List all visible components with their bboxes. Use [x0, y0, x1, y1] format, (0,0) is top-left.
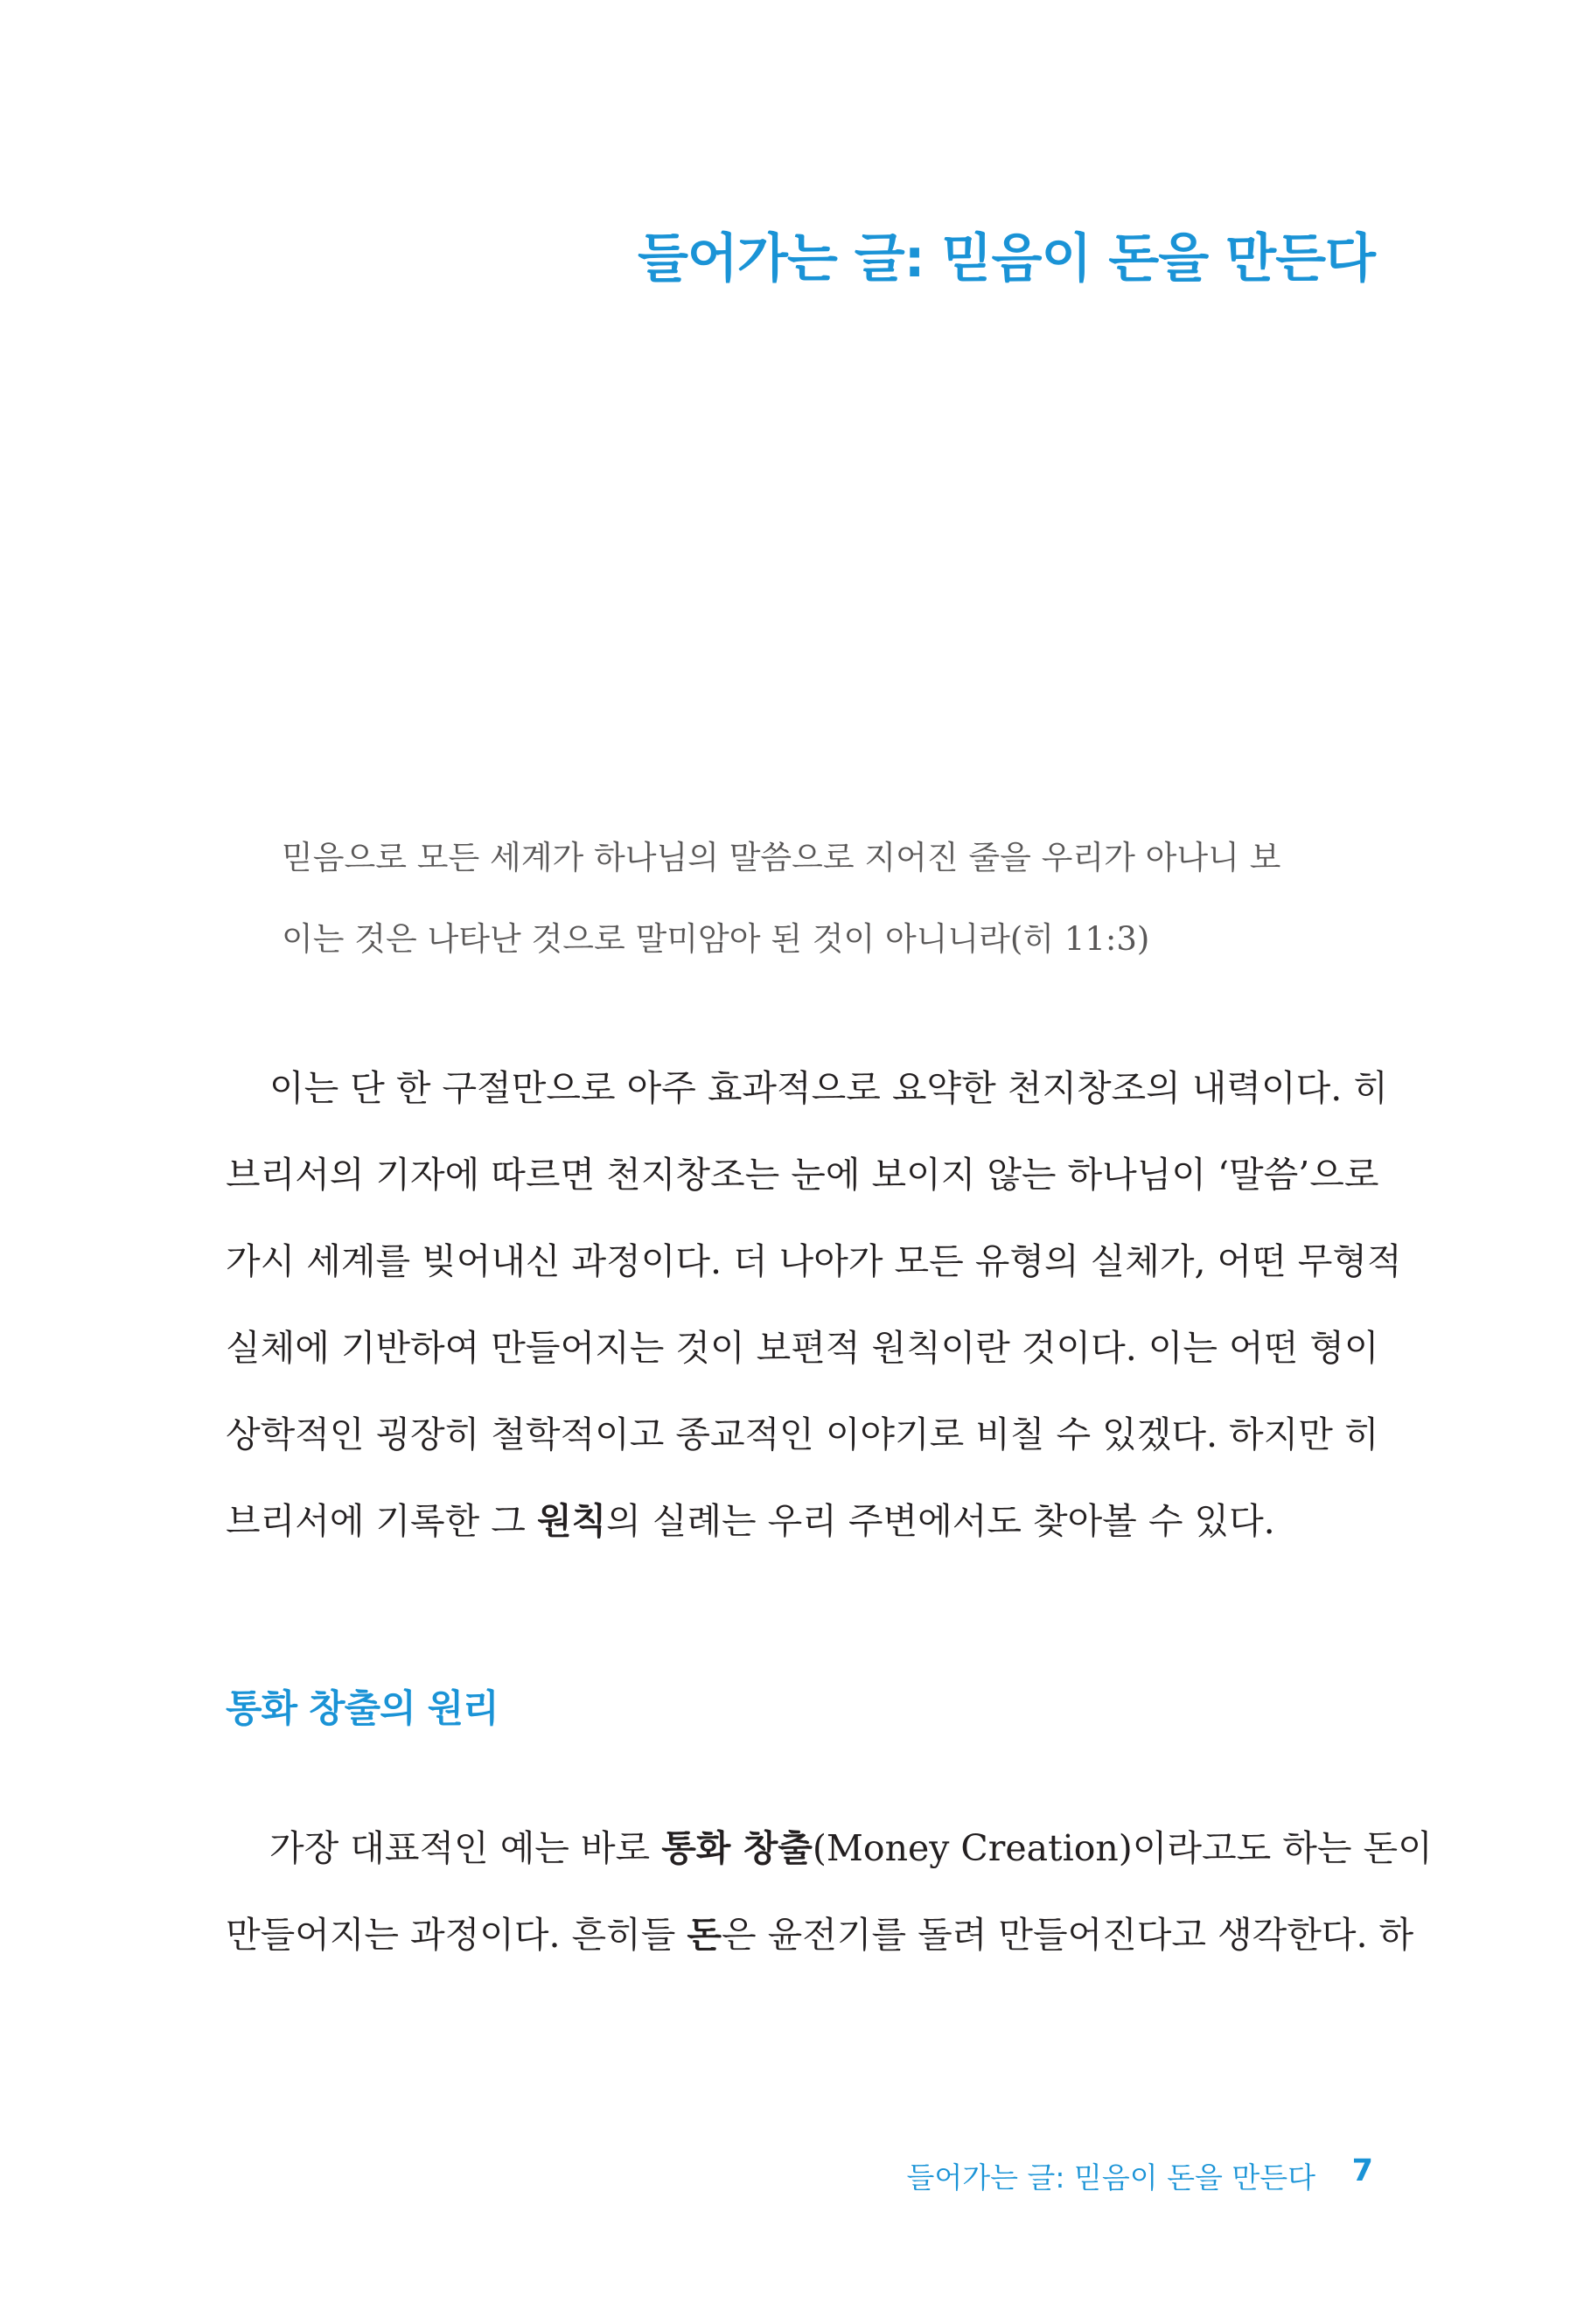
paragraph-line: 브리서의 기자에 따르면 천지창조는 눈에 보이지 않는 하나님이 ‘말씀’으로	[226, 1154, 1379, 1196]
paragraph-line	[226, 1478, 1377, 1565]
paragraph-line	[226, 1805, 1433, 1892]
epigraph-quote	[282, 817, 1401, 980]
paragraph-line: 이는 단 한 구절만으로 아주 효과적으로 요약한 천지창조의 내력이다. 히	[269, 1067, 1388, 1109]
text-run: 만들어지는 과정이다. 흔히들	[226, 1914, 687, 1956]
bold-term-money: 돈	[687, 1914, 722, 1956]
epigraph-line: 믿음으로 모든 세계가 하나님의 말씀으로 지어진 줄을 우리가 아나니 보	[282, 839, 1281, 876]
bold-term-money-creation: 통화 창출	[661, 1827, 813, 1869]
page-number: 7	[1351, 2153, 1373, 2188]
text-run: 가장 대표적인 예는 바로	[269, 1827, 662, 1869]
body-paragraph-2	[226, 1805, 1433, 1979]
running-footer-title: 들어가는 글: 믿음이 돈을 만든다	[906, 2160, 1315, 2195]
section-heading: 통화 창출의 원리	[226, 1687, 499, 1731]
text-run: 은 윤전기를 돌려 만들어진다고 생각한다. 하	[722, 1914, 1414, 1956]
epigraph-line: 이는 것은 나타난 것으로 말미암아 된 것이 아니니라(히 11:3)	[282, 920, 1150, 958]
bold-term-principle: 원칙	[536, 1500, 607, 1542]
text-run: (Money Creation)이라고도 하는 돈이	[812, 1827, 1433, 1869]
chapter-title: 들어가는 글: 믿음이 돈을 만든다	[637, 228, 1375, 290]
body-paragraph-1	[226, 1045, 1402, 1565]
paragraph-line: 상학적인 굉장히 철학적이고 종교적인 이야기로 비칠 수 있겠다. 하지만 히	[226, 1413, 1379, 1455]
text-run: 브리서에 기록한 그	[226, 1500, 537, 1542]
paragraph-line	[226, 1892, 1414, 1979]
paragraph-line: 실체에 기반하여 만들어지는 것이 보편적 원칙이란 것이다. 이는 어떤 형이	[226, 1327, 1379, 1369]
paragraph-line: 가시 세계를 빚어내신 과정이다. 더 나아가 모든 유형의 실체가, 어떤 무형적	[226, 1240, 1402, 1282]
text-run: 의 실례는 우리 주변에서도 찾아볼 수 있다.	[606, 1500, 1275, 1542]
